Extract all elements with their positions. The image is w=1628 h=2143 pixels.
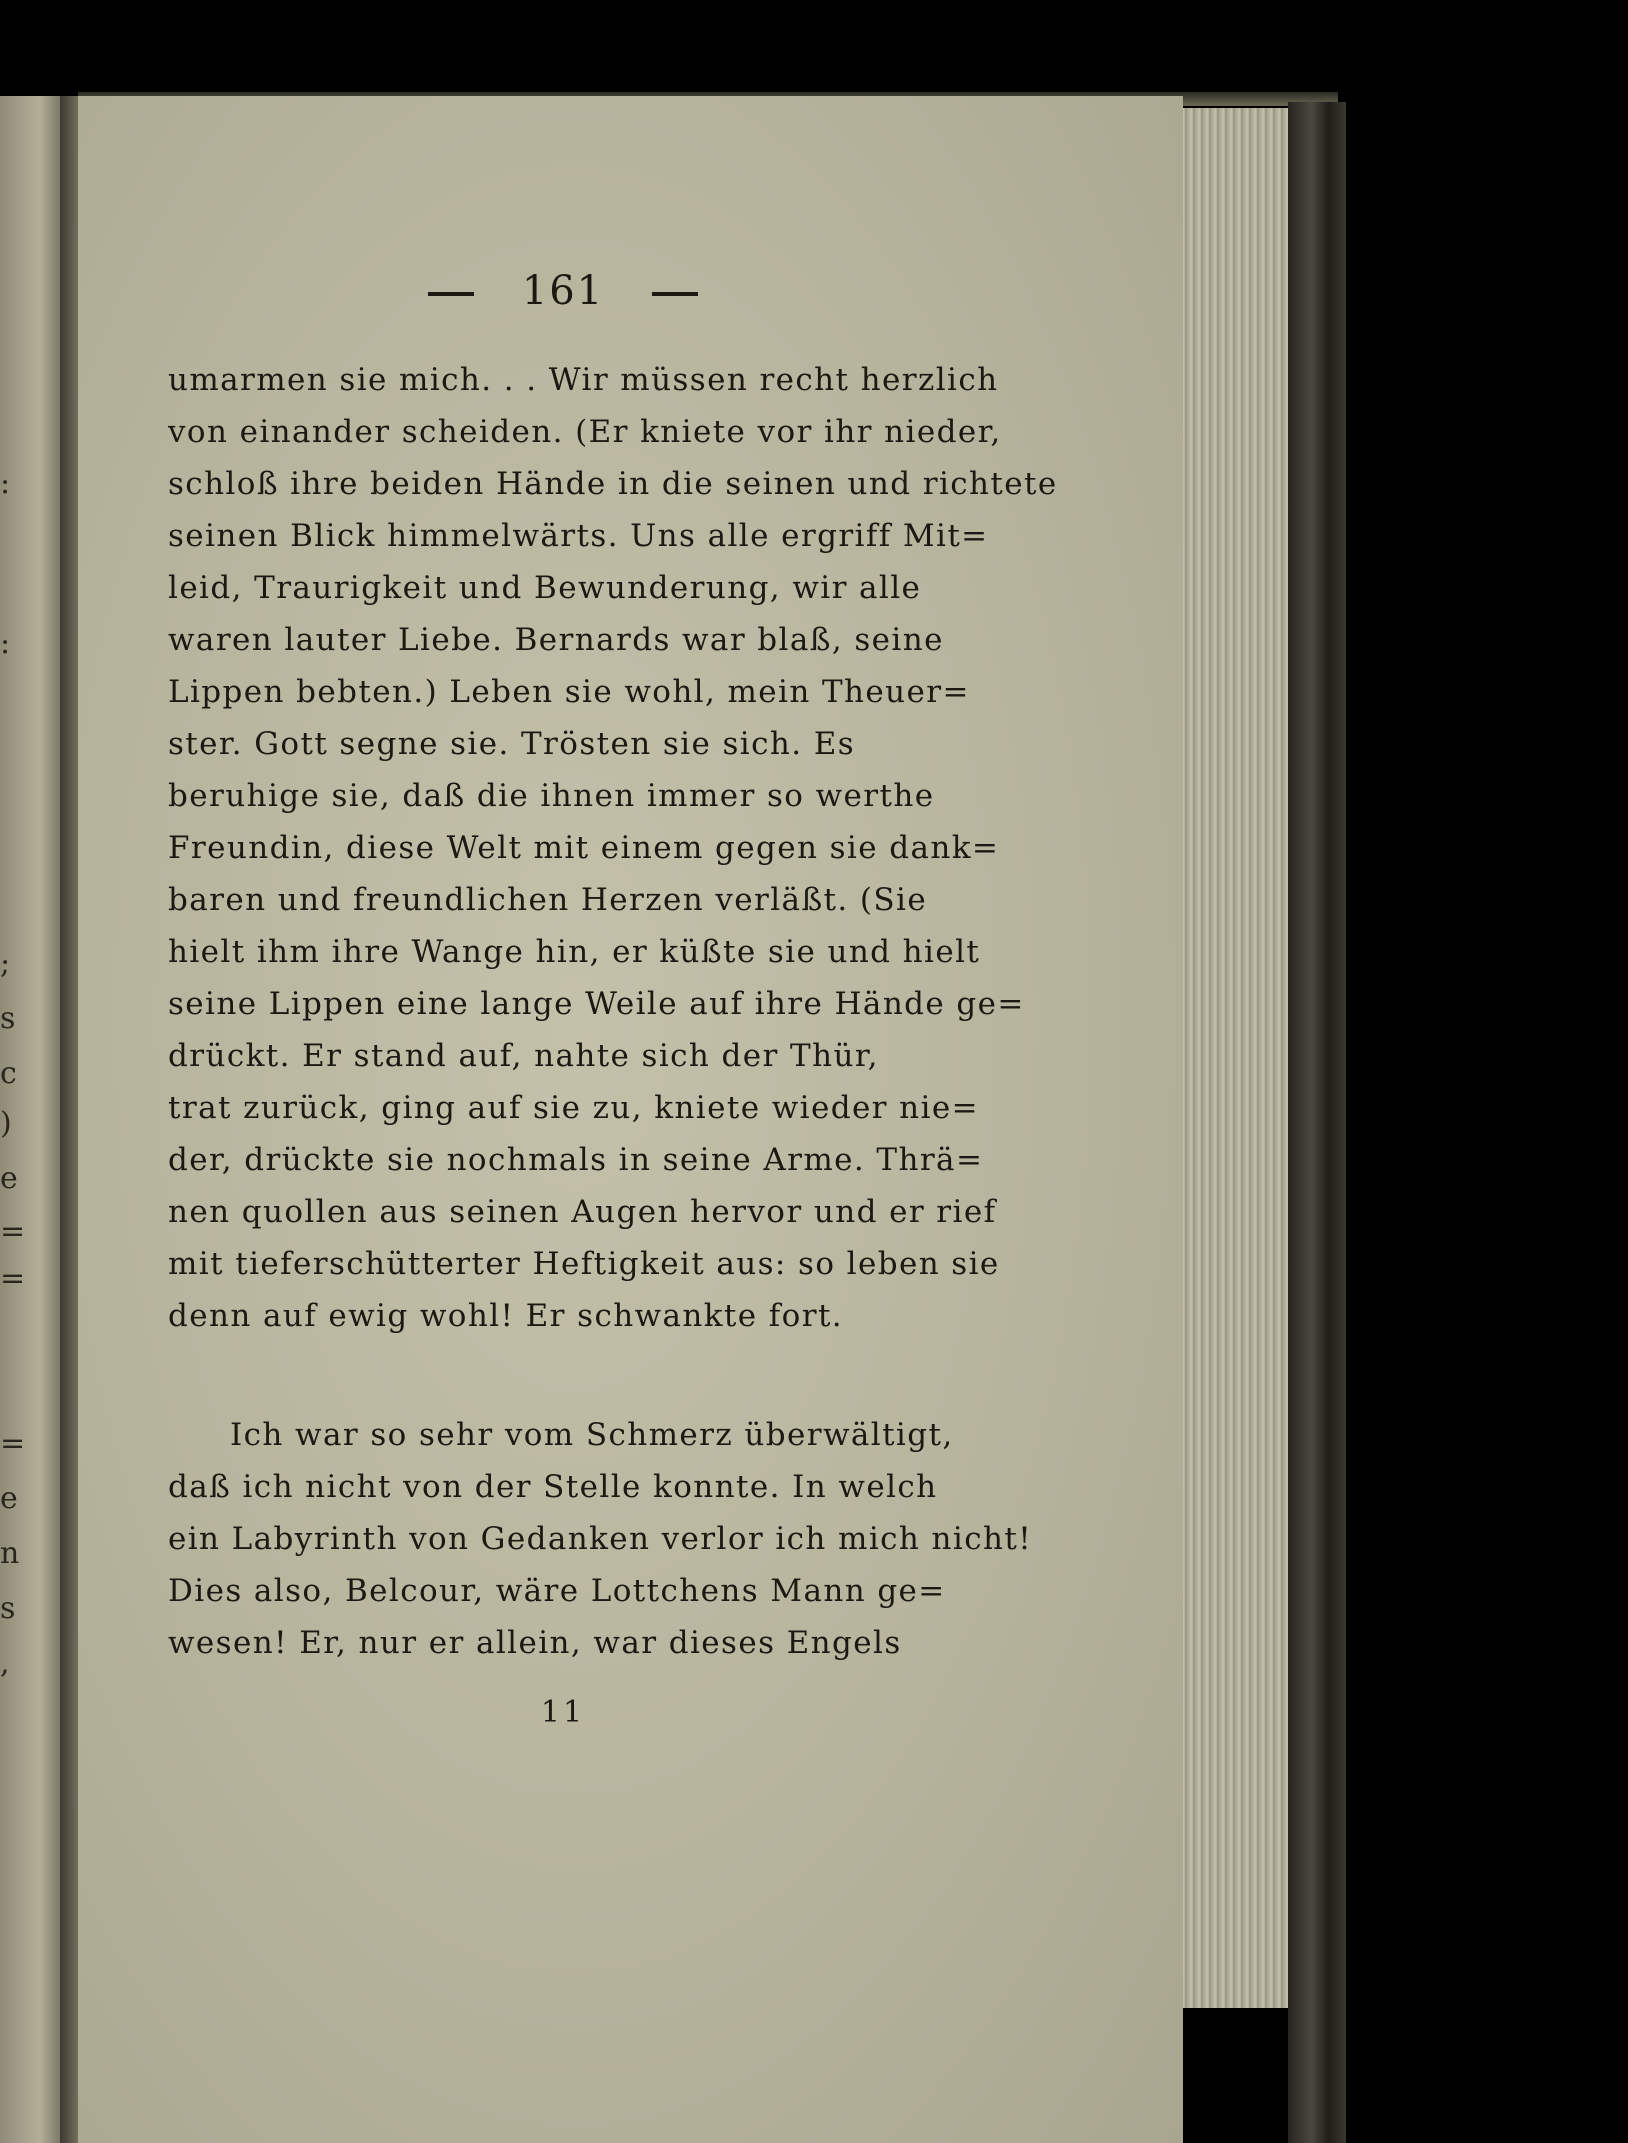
left-page-mark: n [0, 1536, 20, 1571]
text-line: beruhige sie, daß die ihnen immer so werthe [168, 778, 935, 814]
page-header [168, 268, 958, 314]
left-page-mark: s [0, 1001, 16, 1036]
page-number: 161 [521, 268, 605, 314]
left-page-mark: e [0, 1481, 18, 1516]
text-line: von einander scheiden. (Er kniete vor ihr nieder, [168, 414, 1002, 450]
text-line: hielt ihm ihre Wange hin, er küßte sie und hielt [168, 934, 981, 970]
book-cover-edge [1288, 102, 1346, 2143]
text-line: Dies also, Belcour, wäre Lottchens Mann ge= [168, 1573, 946, 1609]
left-page-mark: = [0, 1426, 26, 1461]
text-line: denn auf ewig wohl! Er schwankte fort. [168, 1298, 844, 1334]
text-line: der, drückte sie nochmals in seine Arme. Thrä= [168, 1142, 984, 1178]
left-page-mark: ; [0, 946, 11, 981]
text-line: Freundin, diese Welt mit einem gegen sie dank= [168, 830, 1000, 866]
left-page-mark: c [0, 1056, 17, 1091]
text-line: daß ich nicht von der Stelle konnte. In welch [168, 1469, 938, 1505]
left-page-mark: = [0, 1214, 26, 1249]
text-line: mit tieferschütterter Heftigkeit aus: so leben sie [168, 1246, 1000, 1282]
text-line: ein Labyrinth von Gedanken verlor ich mich nicht! [168, 1521, 1033, 1557]
text-line: waren lauter Liebe. Bernards war blaß, seine [168, 622, 944, 658]
left-page-mark: : [0, 466, 11, 501]
text-line: umarmen sie mich. . . Wir müssen recht herzlich [168, 362, 999, 398]
page-block-edges [1168, 108, 1296, 2008]
text-line: ster. Gott segne sie. Trösten sie sich. Es [168, 726, 856, 762]
left-page-mark: s [0, 1591, 16, 1626]
text-line: trat zurück, ging auf sie zu, kniete wieder nie= [168, 1090, 979, 1126]
left-page-mark: = [0, 1261, 26, 1296]
text-line: drückt. Er stand auf, nahte sich der Thür, [168, 1038, 879, 1074]
left-page-edge [0, 96, 66, 2143]
text-line: wesen! Er, nur er allein, war dieses Engels [168, 1625, 902, 1661]
left-page-mark: e [0, 1161, 18, 1196]
text-line: schloß ihre beiden Hände in die seinen und richtete [168, 466, 1058, 502]
left-page-mark: : [0, 626, 11, 661]
paragraph-first-line: Ich war so sehr vom Schmerz überwältigt, [230, 1417, 954, 1453]
text-line: nen quollen aus seinen Augen hervor und er rief [168, 1194, 997, 1230]
text-line: seine Lippen eine lange Weile auf ihre Hände ge= [168, 986, 1025, 1022]
text-line: Lippen bebten.) Leben sie wohl, mein Theuer= [168, 674, 970, 710]
left-page-mark: , [0, 1646, 10, 1681]
signature-mark: 11 [540, 1695, 586, 1730]
left-page-mark: ) [0, 1106, 12, 1141]
header-dash-right [652, 292, 698, 296]
header-dash-left [428, 292, 474, 296]
text-line: seinen Blick himmelwärts. Uns alle ergriff Mit= [168, 518, 989, 554]
text-line: leid, Traurigkeit und Bewunderung, wir alle [168, 570, 922, 606]
text-line: baren und freundlichen Herzen verläßt. (Sie [168, 882, 928, 918]
